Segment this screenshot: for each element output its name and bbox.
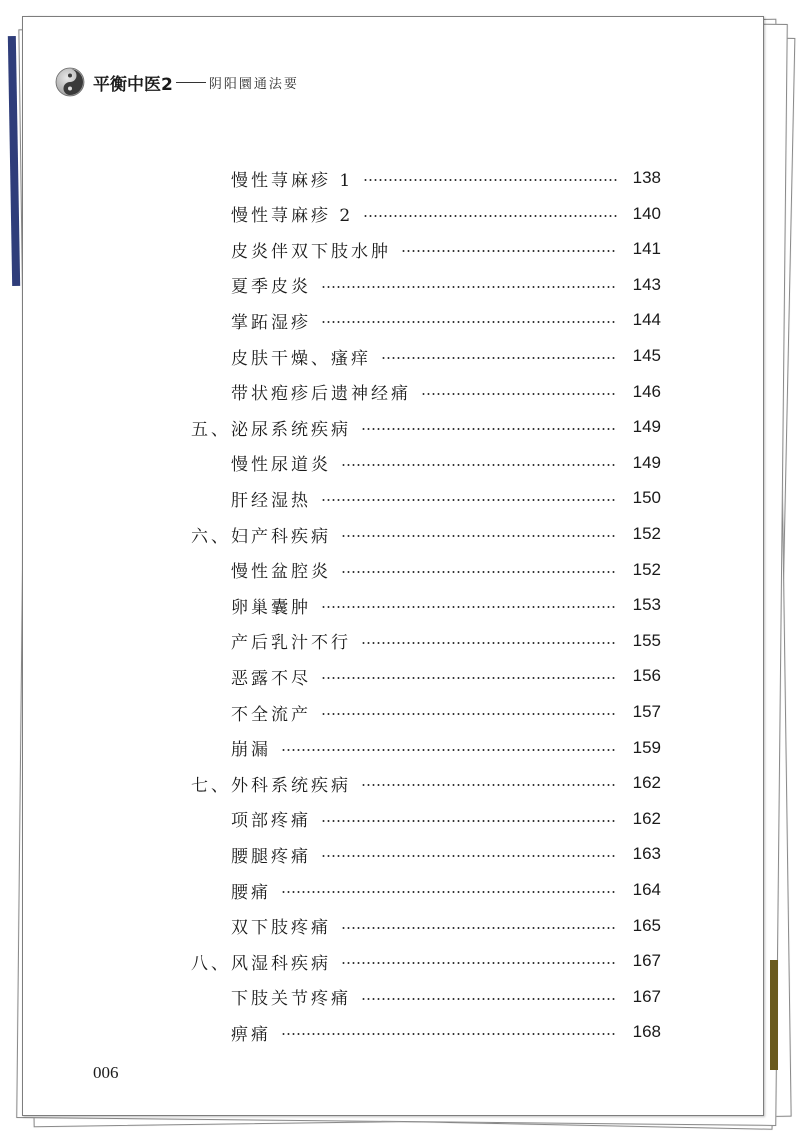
- toc-entry[interactable]: [231, 733, 661, 763]
- dot-leader: [341, 571, 617, 573]
- toc-entry[interactable]: [231, 199, 661, 229]
- toc-entry-page: 153: [632, 595, 661, 615]
- dot-leader: [363, 179, 617, 181]
- toc-entry-title: 卵巢囊肿: [231, 597, 311, 618]
- toc-entry-page: 146: [632, 381, 661, 401]
- toc-entry-title: 七、外科系统疾病: [191, 775, 351, 796]
- toc-entry[interactable]: [231, 377, 661, 407]
- toc-entry-page: 165: [632, 915, 661, 935]
- dot-leader: [341, 464, 617, 466]
- toc-entry[interactable]: [231, 305, 661, 335]
- toc-entry[interactable]: [231, 590, 661, 620]
- toc-entry-page: 157: [632, 702, 661, 721]
- dot-leader: [363, 215, 617, 217]
- page-number: 006: [93, 1063, 119, 1082]
- document-page: [22, 16, 764, 1116]
- toc-entry[interactable]: [231, 875, 661, 905]
- toc-entry[interactable]: [231, 1017, 661, 1047]
- toc-entry-title: 崩漏: [231, 740, 271, 761]
- book-title: 平衡中医2: [93, 74, 173, 95]
- toc-section-entry[interactable]: [191, 768, 661, 798]
- dot-leader: [401, 250, 617, 252]
- toc-entry-title: 项部疼痛: [231, 811, 311, 832]
- toc-entry-page: 152: [632, 524, 661, 543]
- dot-leader: [321, 499, 617, 501]
- toc-entry-title: 夏季皮炎: [231, 277, 311, 298]
- running-header: [55, 67, 299, 97]
- toc-entry-page: 150: [632, 488, 661, 508]
- toc-entry-page: 167: [632, 951, 661, 971]
- toc-entry-page: 141: [632, 239, 661, 259]
- dot-leader: [321, 606, 617, 608]
- dot-leader: [341, 927, 617, 929]
- toc-entry[interactable]: [231, 234, 661, 264]
- toc-entry-title: 恶露不尽: [231, 668, 311, 689]
- toc-entry[interactable]: [231, 982, 661, 1012]
- toc-entry-title: 掌跖湿疹: [231, 312, 311, 333]
- toc-entry-title: 慢性盆腔炎: [231, 562, 331, 583]
- toc-entry-page: 140: [632, 203, 661, 223]
- dot-leader: [361, 642, 617, 644]
- toc-entry-title: 八、风湿科疾病: [191, 953, 331, 974]
- dot-leader: [321, 677, 617, 679]
- dot-leader: [341, 535, 617, 537]
- dot-leader: [281, 1033, 617, 1035]
- toc-entry[interactable]: [231, 839, 661, 869]
- toc-entry-page: 162: [632, 808, 661, 828]
- toc-entry-page: 155: [632, 630, 661, 650]
- toc-section-entry[interactable]: [191, 412, 661, 442]
- toc-entry-title: 双下肢疼痛: [231, 918, 331, 939]
- toc-entry-page: 162: [632, 773, 661, 793]
- toc-entry[interactable]: [231, 626, 661, 656]
- dot-leader: [321, 713, 617, 715]
- toc-entry-title: 皮炎伴双下肢水肿: [231, 241, 391, 262]
- toc-entry[interactable]: [231, 804, 661, 834]
- toc-entry-page: 156: [632, 666, 661, 686]
- dot-leader: [321, 286, 617, 288]
- toc-entry-page: 164: [632, 880, 661, 899]
- dot-leader: [361, 428, 617, 430]
- toc-entry-title: 不全流产: [231, 704, 311, 725]
- toc-entry[interactable]: [231, 697, 661, 727]
- toc-entry-title: 六、妇产科疾病: [191, 526, 331, 547]
- toc-entry-title: 腰腿疼痛: [231, 846, 311, 867]
- toc-entry-page: 143: [632, 274, 661, 294]
- toc-entry-page: 159: [632, 737, 661, 757]
- toc-section-entry[interactable]: [191, 519, 661, 549]
- toc-entry[interactable]: [231, 270, 661, 300]
- toc-entry-page: 163: [632, 844, 661, 864]
- toc-entry-page: 152: [632, 559, 661, 579]
- toc-entry-title: 带状疱疹后遗神经痛: [231, 384, 411, 405]
- toc-entry-page: 168: [632, 1022, 661, 1042]
- title-dash: [176, 82, 206, 83]
- dot-leader: [281, 891, 617, 893]
- toc-entry-title: 下肢关节疼痛: [231, 989, 351, 1010]
- toc-entry[interactable]: [231, 163, 661, 193]
- dot-leader: [341, 962, 617, 964]
- toc-entry-title: 痹痛: [231, 1024, 271, 1045]
- toc-entry-title: 五、泌尿系统疾病: [191, 419, 351, 440]
- toc-entry-page: 138: [632, 168, 661, 187]
- yin-yang-icon: [55, 67, 85, 97]
- toc-entry-title: 产后乳汁不行: [231, 633, 351, 654]
- dot-leader: [321, 820, 617, 822]
- toc-entry-title: 腰痛: [231, 882, 271, 903]
- toc-entry[interactable]: [231, 448, 661, 478]
- dot-leader: [361, 784, 617, 786]
- book-subtitle: 阴阳圜通法要: [208, 76, 299, 92]
- toc-entry-title: 慢性尿道炎: [231, 455, 331, 476]
- toc-entry[interactable]: [231, 661, 661, 691]
- dot-leader: [381, 357, 617, 359]
- toc-entry-title: 慢性荨麻疹 2: [231, 206, 354, 227]
- dot-leader: [421, 393, 617, 395]
- toc-entry-page: 145: [632, 346, 661, 365]
- toc-entry-title: 慢性荨麻疹 1: [231, 170, 354, 191]
- toc-entry-page: 149: [632, 452, 661, 472]
- dot-leader: [281, 749, 617, 751]
- toc-entry-title: 皮肤干燥、瘙痒: [231, 348, 371, 369]
- dot-leader: [321, 321, 617, 323]
- toc-section-entry[interactable]: [191, 946, 661, 976]
- toc-entry[interactable]: [231, 341, 661, 371]
- toc-entry-title: 肝经湿热: [231, 490, 311, 511]
- dot-leader: [361, 998, 617, 1000]
- toc-entry-page: 149: [632, 417, 661, 437]
- toc-entry[interactable]: [231, 483, 661, 513]
- toc-entry[interactable]: [231, 911, 661, 941]
- toc-entry[interactable]: [231, 555, 661, 585]
- dot-leader: [321, 855, 617, 857]
- toc-entry-page: 144: [632, 310, 661, 330]
- toc-entry-page: 167: [632, 986, 661, 1006]
- cover-edge: [770, 960, 778, 1070]
